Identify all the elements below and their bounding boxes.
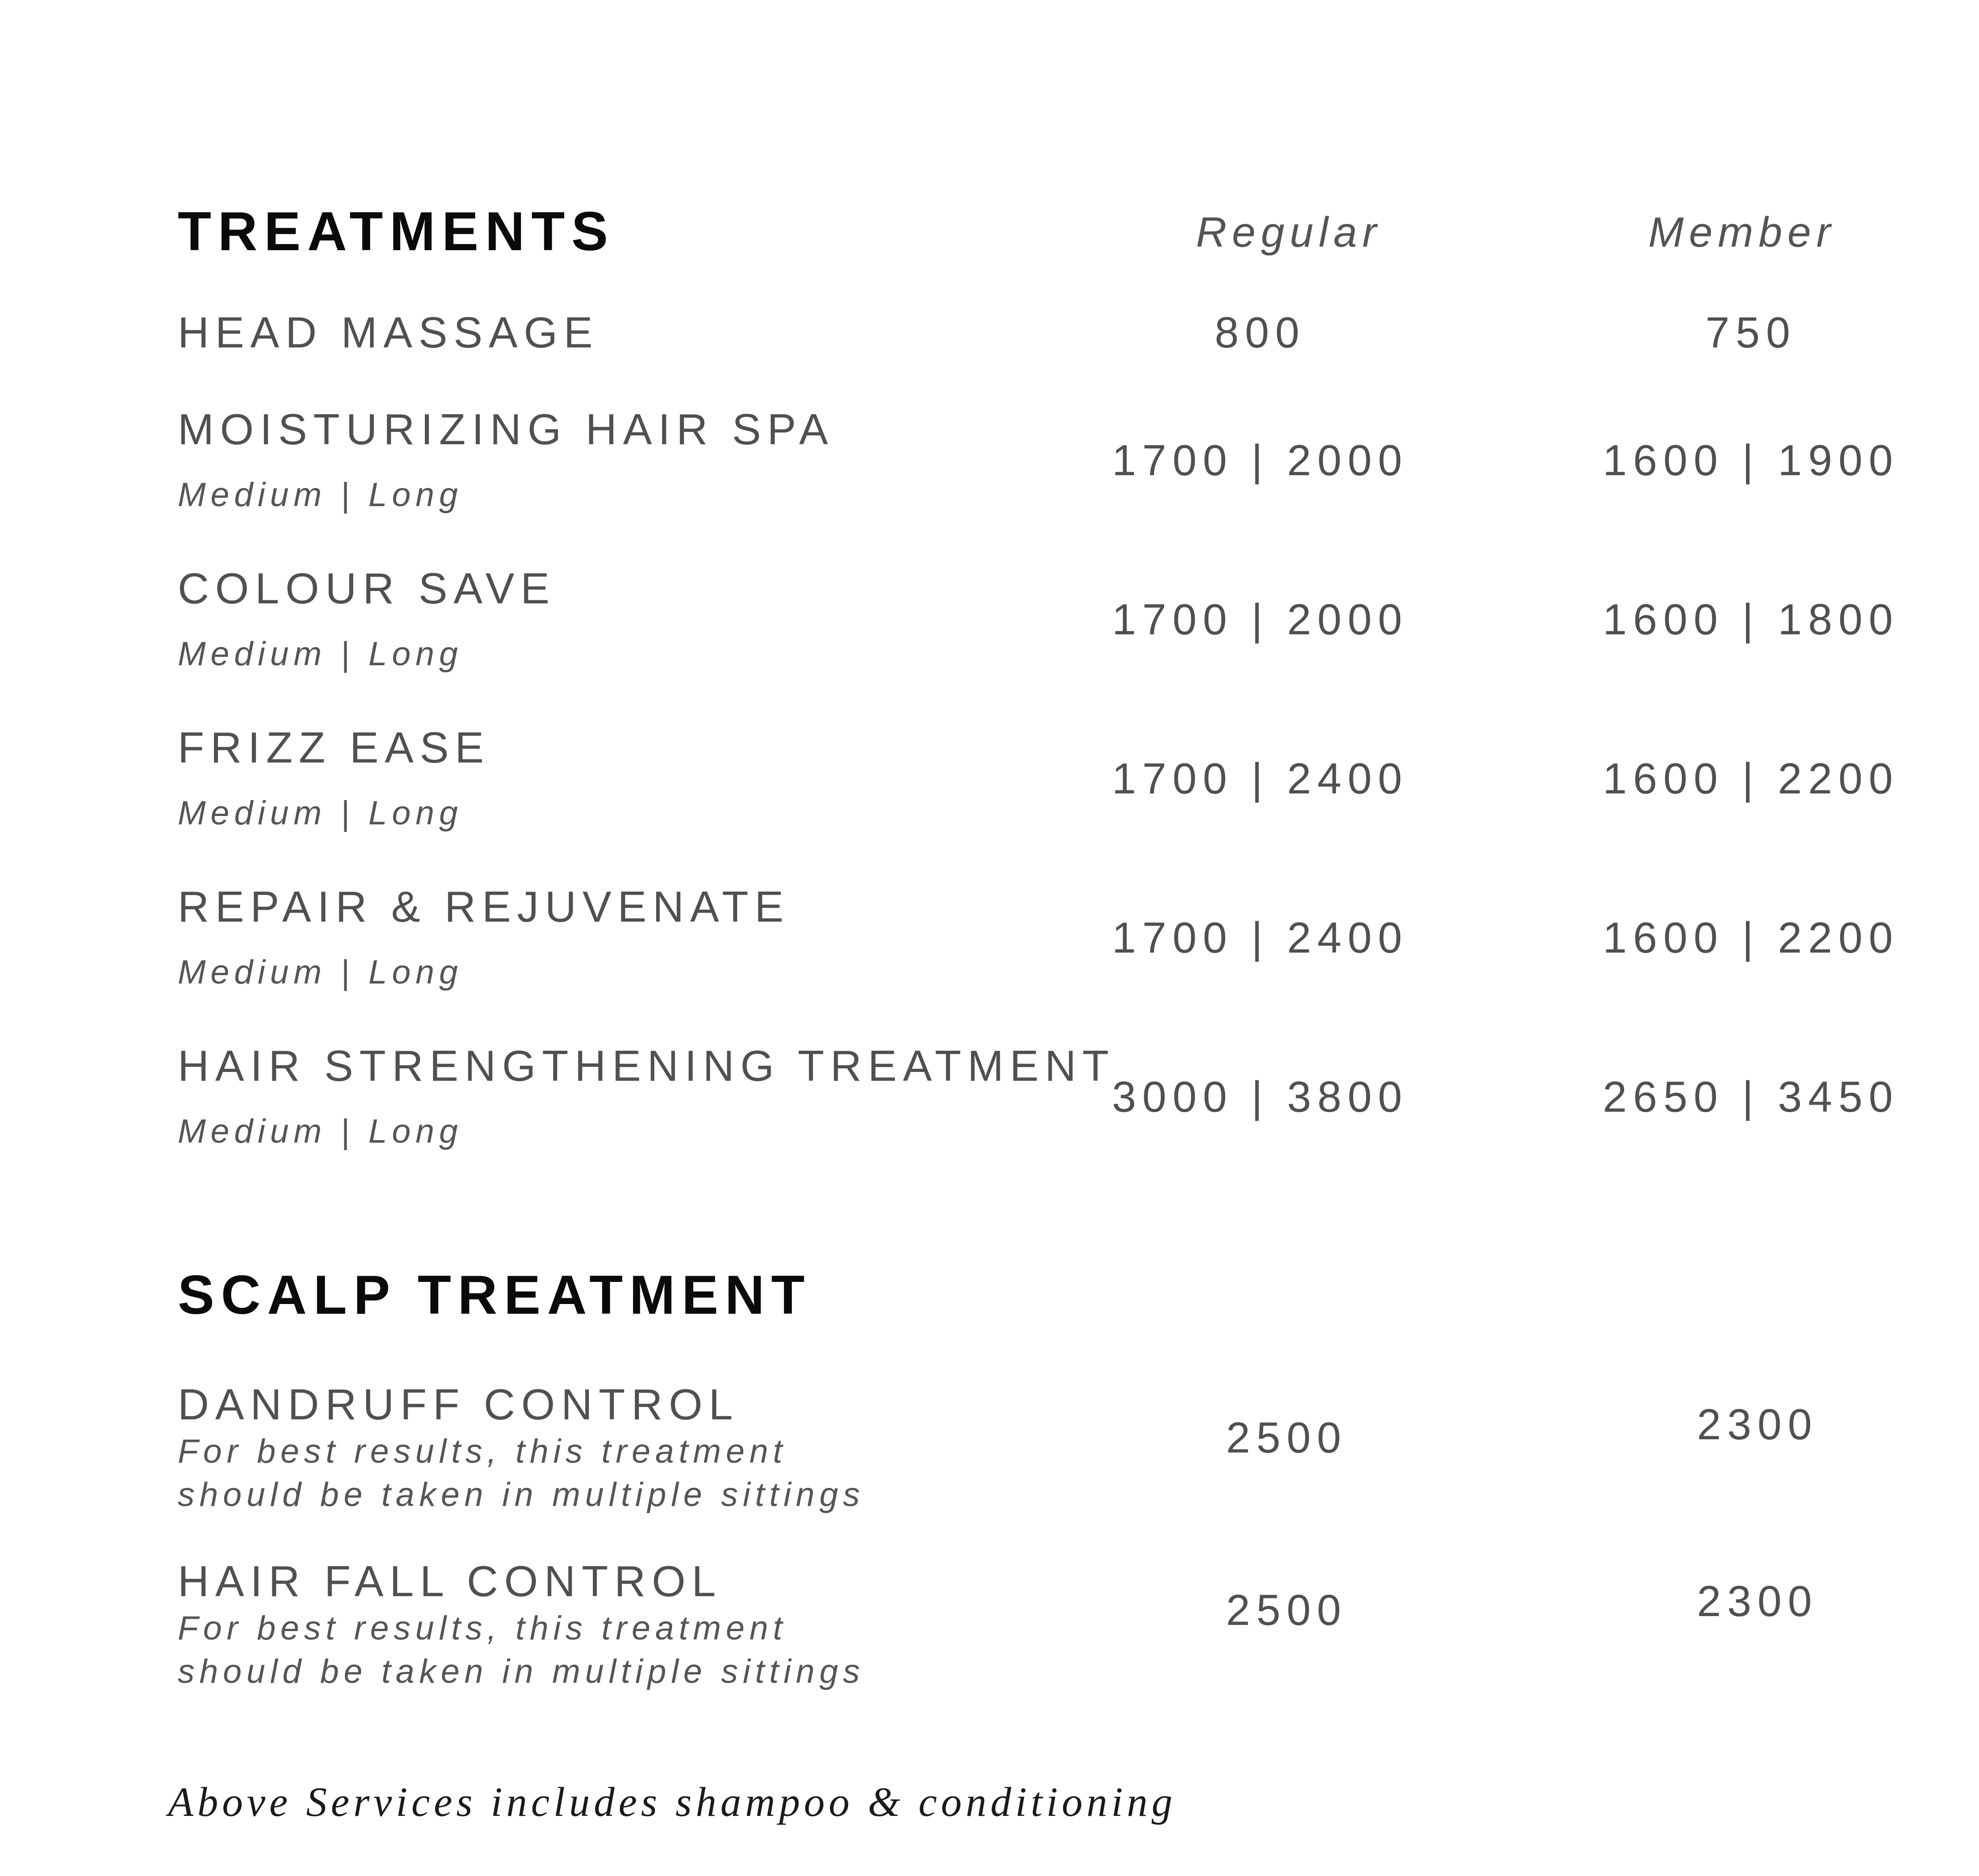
regular-column-header: Regular <box>1196 209 1382 256</box>
item-name-hair-fall-control: HAIR FALL CONTROL <box>178 1557 722 1605</box>
price-regular-dandruff-control: 2500 <box>1226 1413 1347 1462</box>
item-name-head-massage: HEAD MASSAGE <box>178 308 599 357</box>
price-member-colour-save: 1600 | 1800 <box>1603 595 1899 644</box>
price-regular-hair-fall-control: 2500 <box>1226 1586 1347 1634</box>
item-name-hair-strengthening: HAIR STRENGTHENING TREATMENT <box>178 1041 1115 1090</box>
price-member-frizz-ease: 1600 | 2200 <box>1603 754 1899 803</box>
member-column-header: Member <box>1648 209 1836 256</box>
treatments-heading: TREATMENTS <box>178 201 615 262</box>
item-sub-hair-fall-control-line2: should be taken in multiple sittings <box>178 1653 865 1690</box>
price-regular-hair-strengthening: 3000 | 3800 <box>1112 1072 1408 1121</box>
price-member-hair-strengthening: 2650 | 3450 <box>1603 1072 1899 1121</box>
footer-note: Above Services includes shampoo & conditioning <box>168 1779 1177 1825</box>
item-sub-dandruff-control-line2: should be taken in multiple sittings <box>178 1476 865 1514</box>
price-member-hair-fall-control: 2300 <box>1696 1577 1818 1625</box>
item-name-colour-save: COLOUR SAVE <box>178 564 556 613</box>
scalp-treatment-heading: SCALP TREATMENT <box>178 1265 811 1326</box>
price-member-moisturizing-hair-spa: 1600 | 1900 <box>1603 436 1899 484</box>
price-member-repair-rejuvenate: 1600 | 2200 <box>1603 913 1899 962</box>
item-sub-hair-strengthening: Medium | Long <box>178 1113 463 1150</box>
item-sub-hair-fall-control-line1: For best results, this treatment <box>178 1609 787 1647</box>
price-member-dandruff-control: 2300 <box>1696 1400 1818 1449</box>
price-member-head-massage: 750 <box>1705 308 1796 357</box>
item-name-moisturizing-hair-spa: MOISTURIZING HAIR SPA <box>178 405 834 454</box>
item-sub-colour-save: Medium | Long <box>178 635 463 673</box>
price-regular-frizz-ease: 1700 | 2400 <box>1112 754 1408 803</box>
price-regular-repair-rejuvenate: 1700 | 2400 <box>1112 913 1408 962</box>
price-regular-moisturizing-hair-spa: 1700 | 2000 <box>1112 436 1408 484</box>
item-sub-moisturizing-hair-spa: Medium | Long <box>178 476 463 514</box>
item-sub-frizz-ease: Medium | Long <box>178 794 463 832</box>
item-sub-dandruff-control-line1: For best results, this treatment <box>178 1433 787 1470</box>
price-regular-head-massage: 800 <box>1215 308 1306 357</box>
item-name-repair-rejuvenate: REPAIR & REJUVENATE <box>178 882 790 931</box>
price-regular-colour-save: 1700 | 2000 <box>1112 595 1408 644</box>
item-name-frizz-ease: FRIZZ EASE <box>178 723 490 772</box>
item-name-dandruff-control: DANDRUFF CONTROL <box>178 1380 739 1429</box>
item-sub-repair-rejuvenate: Medium | Long <box>178 953 463 991</box>
